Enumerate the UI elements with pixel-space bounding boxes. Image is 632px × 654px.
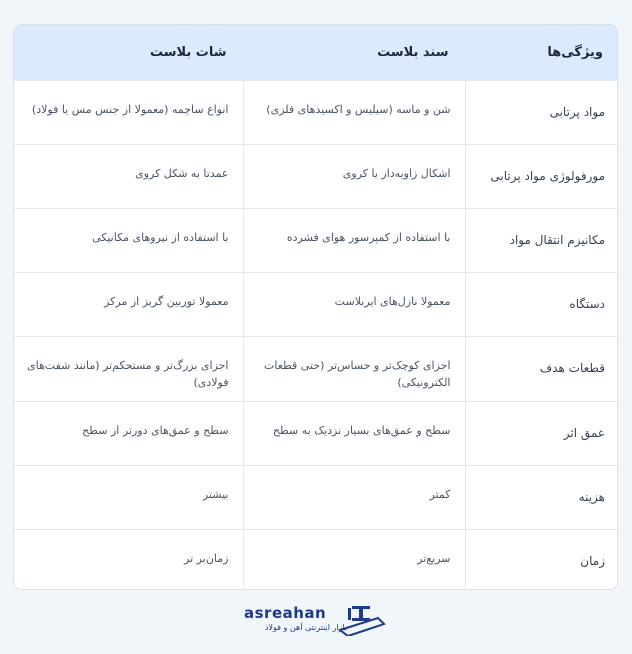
cell-shot-blast: انواع ساچمه (معمولا از جنس مس یا فولاد) [14, 80, 243, 144]
cell-feature: مواد پرتابی [465, 80, 618, 144]
logo-name: asreahan [244, 604, 327, 622]
cell-shot-blast: بیشتر [14, 465, 243, 529]
table-row [14, 144, 618, 208]
cell-feature: قطعات هدف [465, 336, 618, 401]
table-header-row [14, 25, 618, 80]
comparison-table [14, 25, 618, 590]
cell-sand-blast: کمتر [243, 465, 465, 529]
cell-sand-blast: با استفاده از کمپرسور هوای فشرده [243, 208, 465, 272]
cell-sand-blast: اجزای کوچک‌تر و حساس‌تر (حتی قطعات الکترونیکی) [243, 336, 465, 401]
cell-shot-blast: سطح و عمق‌های دورتر از سطح [14, 401, 243, 465]
table-row [14, 272, 618, 336]
header-sand-blast: سند بلاست [243, 25, 465, 80]
cell-sand-blast: سریع‌تر [243, 529, 465, 590]
logo-tagline: بازار اینترنتی آهن و فولاد [264, 623, 348, 632]
table-row [14, 401, 618, 465]
cell-sand-blast: اشکال زاویه‌دار یا کروی [243, 144, 465, 208]
asreahan-logo[interactable] [244, 604, 394, 638]
table-row [14, 80, 618, 144]
cell-shot-blast: اجزای بزرگ‌تر و مستحکم‌تر (مانند شفت‌های فولادی) [14, 336, 243, 401]
header-shot-blast: شات بلاست [14, 25, 243, 80]
cell-shot-blast: با استفاده از نیروهای مکانیکی [14, 208, 243, 272]
header-features: ویژگی‌ها [465, 25, 618, 80]
table-row [14, 529, 618, 590]
table-row [14, 336, 618, 401]
cell-feature: عمق اثر [465, 401, 618, 465]
cell-sand-blast: سطح و عمق‌های بسیار نزدیک به سطح [243, 401, 465, 465]
cell-feature: مکانیزم انتقال مواد [465, 208, 618, 272]
cell-feature: مورفولوژی مواد پرتابی [465, 144, 618, 208]
cell-sand-blast: معمولا نازل‌های ایربلاست [243, 272, 465, 336]
cell-shot-blast: معمولا توربین گریز از مرکز [14, 272, 243, 336]
table-row [14, 465, 618, 529]
cell-shot-blast: عمدتا به شکل کروی [14, 144, 243, 208]
cell-sand-blast: شن و ماسه (سیلیس و اکسیدهای فلزی) [243, 80, 465, 144]
cell-feature: هزینه [465, 465, 618, 529]
cell-shot-blast: زمان‌بر تر [14, 529, 243, 590]
cell-feature: دستگاه [465, 272, 618, 336]
cell-feature: زمان [465, 529, 618, 590]
comparison-table-card [13, 24, 618, 590]
logo-mark-icon [338, 604, 386, 636]
table-row [14, 208, 618, 272]
